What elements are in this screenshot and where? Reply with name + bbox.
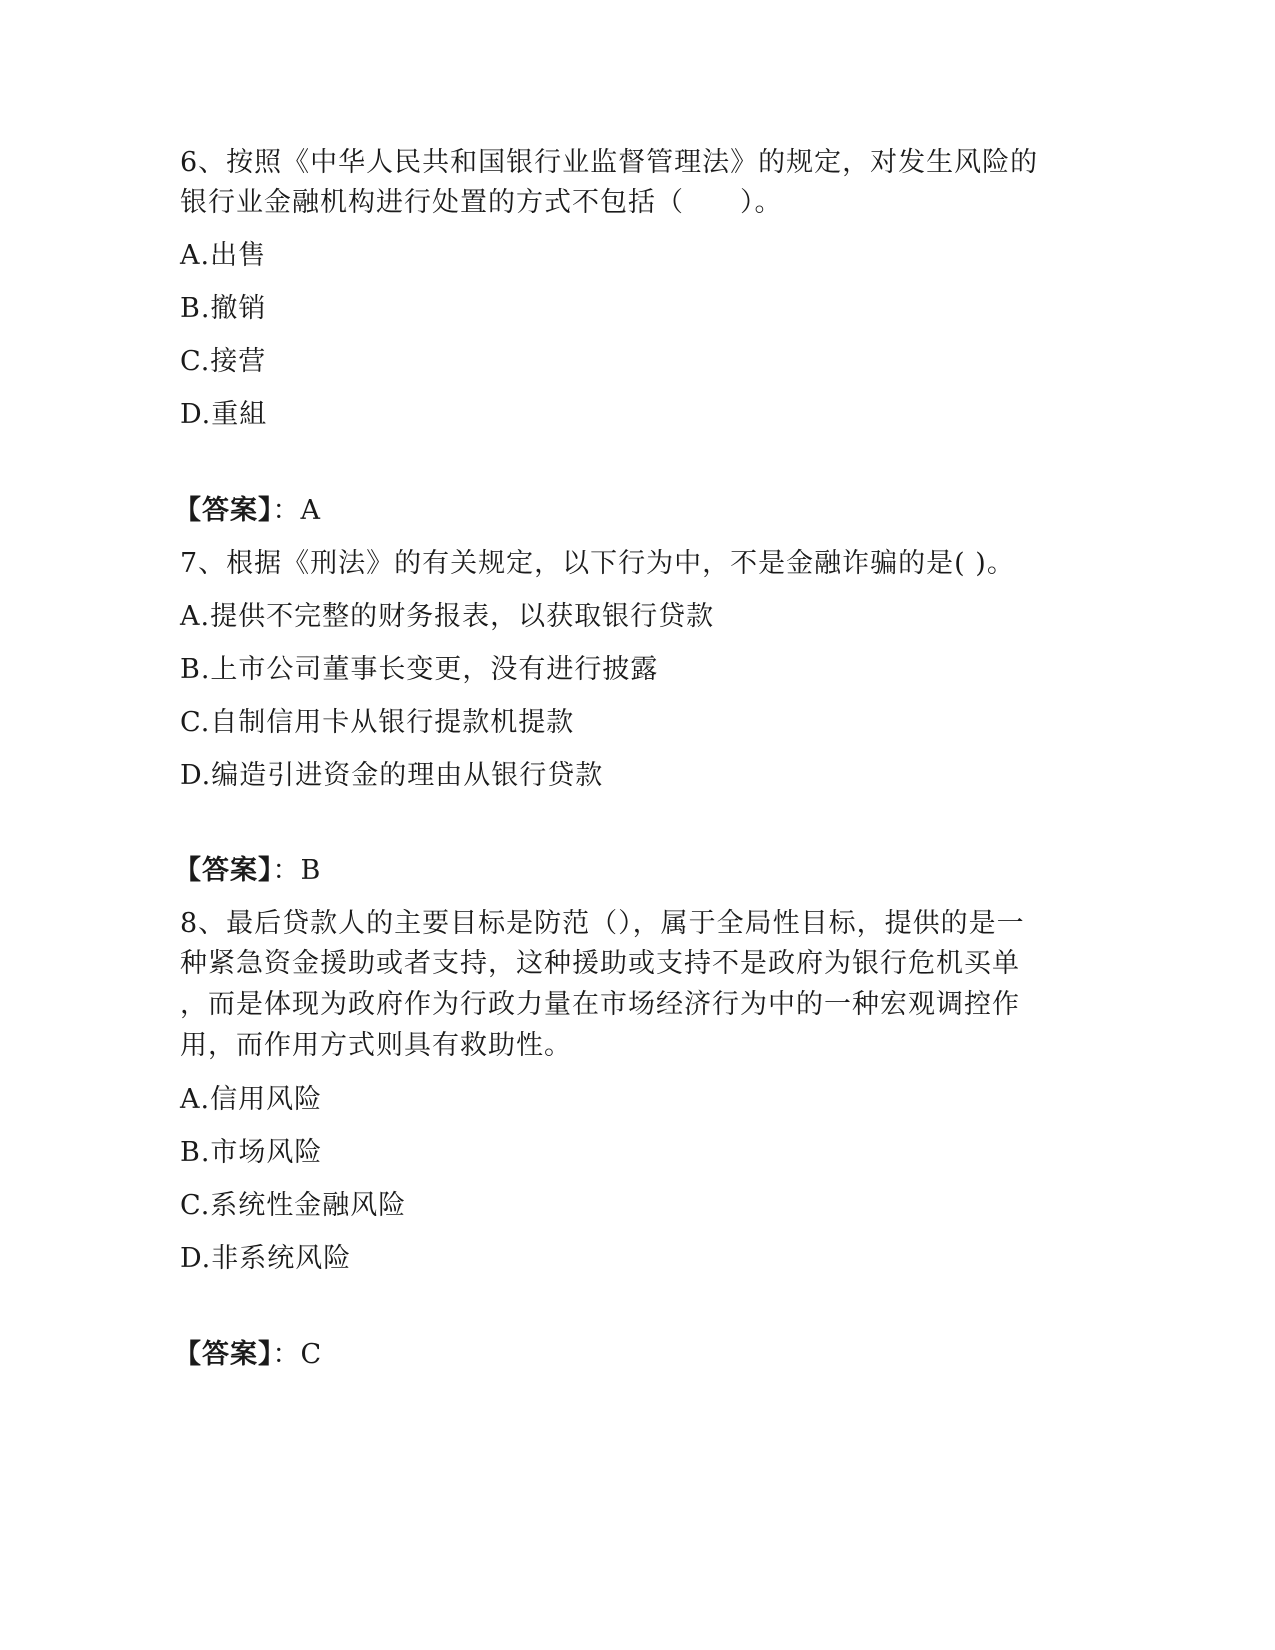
answer-separator: ： — [272, 1339, 301, 1370]
answer-value: C — [300, 1339, 323, 1370]
question-6-option-a: A.出售 — [180, 240, 267, 271]
question-7-answer — [174, 849, 321, 893]
question-6-stem-line-1: 6、按照《中华人民共和国银行业监督管理法》的规定，对发生风险的 — [180, 147, 1039, 178]
question-8-option-d: D.非系统风险 — [180, 1243, 352, 1274]
answer-separator: ： — [272, 855, 301, 886]
answer-separator: ： — [272, 495, 301, 526]
question-7-option-c: C.自制信用卡从银行提款机提款 — [180, 707, 575, 738]
question-7-option-b: B.上市公司董事长变更，没有进行披露 — [180, 654, 659, 685]
answer-label: 【答案】 — [174, 855, 273, 886]
question-8-stem-line-2: 种紧急资金援助或者支持，这种援助或支持不是政府为银行危机买单 — [180, 948, 1020, 979]
question-6-answer — [174, 489, 321, 533]
question-6-option-d: D.重組 — [180, 399, 268, 430]
question-7-stem-line-1: 7、根据《刑法》的有关规定，以下行为中，不是金融诈骗的是( )。 — [180, 548, 1015, 579]
question-7-option-d: D.编造引进资金的理由从银行贷款 — [180, 760, 604, 791]
question-8-option-b: B.市场风险 — [180, 1137, 323, 1168]
answer-label: 【答案】 — [174, 495, 273, 526]
question-6-option-c: C.接营 — [180, 346, 267, 377]
answer-value: B — [300, 855, 322, 886]
question-8-stem-line-1: 8、最后贷款人的主要目标是防范（），属于全局性目标，提供的是一 — [180, 908, 1025, 939]
answer-label: 【答案】 — [174, 1339, 273, 1370]
question-6-option-b: B.撤销 — [180, 293, 267, 324]
question-6-stem-line-2: 银行业金融机构进行处置的方式不包括（ ）。 — [180, 187, 783, 218]
question-7-option-a: A.提供不完整的财务报表，以获取银行贷款 — [180, 601, 715, 632]
question-8-option-a: A.信用风险 — [180, 1084, 323, 1115]
question-8-stem-line-4: 用，而作用方式则具有救助性。 — [180, 1030, 572, 1061]
answer-value: A — [300, 495, 321, 526]
question-8-stem-line-3: ，而是体现为政府作为行政力量在市场经济行为中的一种宏观调控作 — [180, 989, 1020, 1020]
question-8-option-c: C.系统性金融风险 — [180, 1190, 407, 1221]
question-8-answer — [174, 1333, 322, 1377]
document-page — [174, 0, 1080, 1650]
